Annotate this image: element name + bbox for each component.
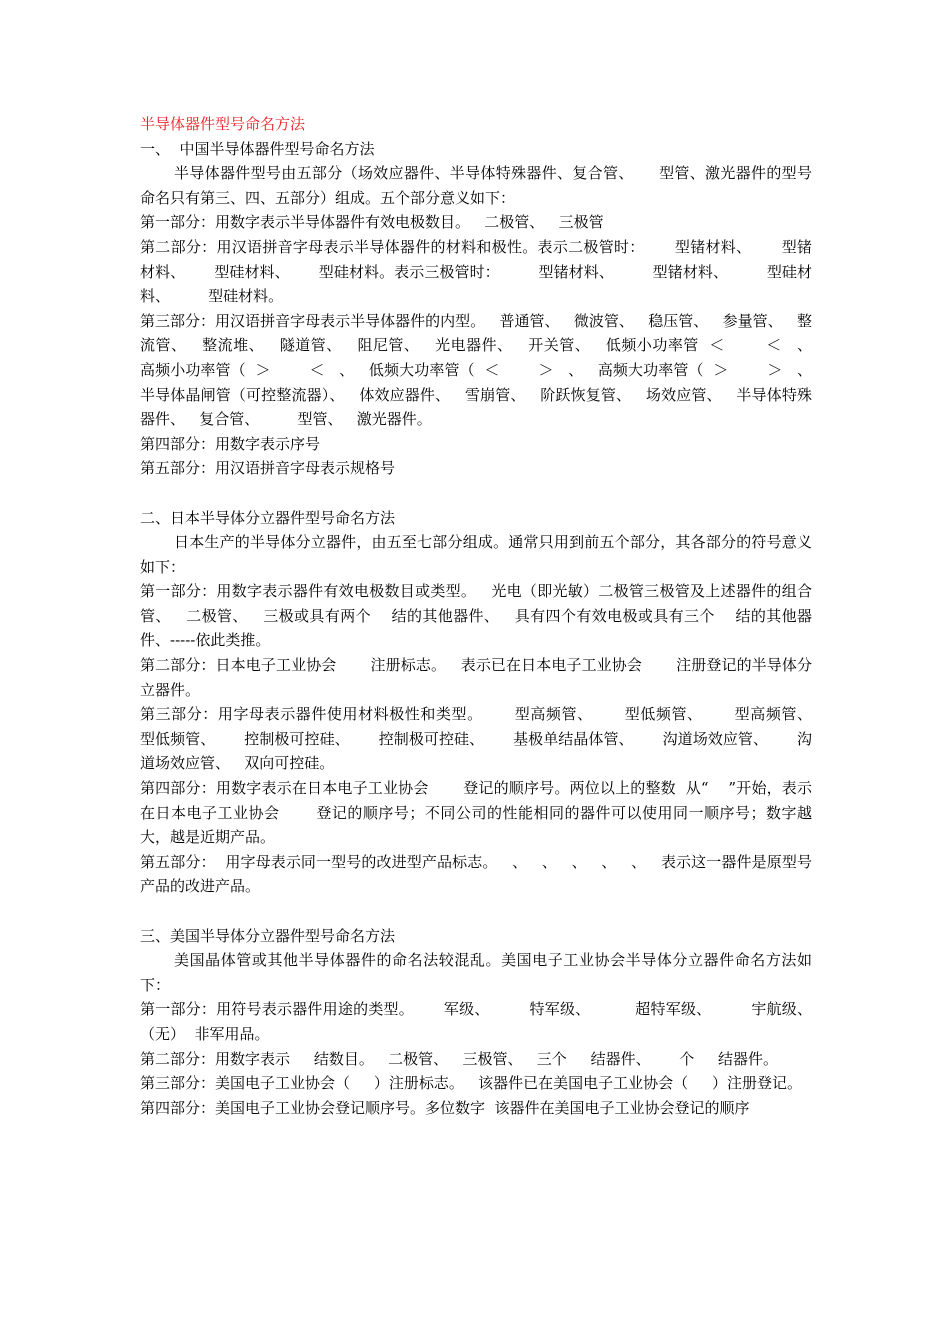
section-heading: 二、日本半导体分立器件型号命名方法 xyxy=(140,508,396,527)
paragraph: 半导体器件型号由五部分（场效应器件、半导体特殊器件、复合管、 型管、激光器件的型号命名只有第三、四、五部分）组成。五个部分意义如下： xyxy=(140,164,812,207)
blank-line xyxy=(140,481,812,506)
paragraph: 第二部分：用汉语拼音字母表示半导体器件的材料和极性。表示二极管时： 型锗材料、 型锗材料、 型硅材料、 型硅材料。表示三极管时： 型锗材料、 型锗材料、 型硅材料、 型硅材料。 xyxy=(140,237,812,306)
paragraph: 第五部分：用汉语拼音字母表示规格号 xyxy=(140,459,396,478)
paragraph: 第三部分：用字母表示器件使用材料极性和类型。 型高频管、 型低频管、 型高频管、 型低频管、 控制极可控硅、 控制极可控硅、 基极单结晶体管、 沟道场效应管、 沟道场效应管、 双向可控硅。 xyxy=(140,705,841,773)
paragraph: 第四部分：美国电子工业协会登记顺序号。多位数字 该器件在美国电子工业协会登记的顺序 xyxy=(140,1098,750,1117)
paragraph: 第四部分：用数字表示序号 xyxy=(140,434,321,453)
paragraph: 第一部分：用符号表示器件用途的类型。 军级、 特军级、 超特军级、 宇航级、（无） 非军用品。 xyxy=(140,1000,812,1043)
page-title: 半导体器件型号命名方法 xyxy=(140,115,306,133)
section-heading: 一、 中国半导体器件型号命名方法 xyxy=(140,139,375,158)
paragraph: 第五部分： 用字母表示同一型号的改进型产品标志。 、 、 、 、 、 表示这一器件是原型号产品的改进产品。 xyxy=(140,852,812,896)
document-page xyxy=(140,112,841,1120)
paragraph: 美国晶体管或其他半导体器件的命名法较混乱。美国电子工业协会半导体分立器件命名方法如下： xyxy=(140,951,812,994)
paragraph: 日本生产的半导体分立器件，由五至七部分组成。通常只用到前五个部分，其各部分的符号意义如下： xyxy=(140,533,812,576)
paragraph: 第一部分：用数字表示器件有效电极数目或类型。 光电（即光敏）二极管三极管及上述器件的组合管、 二极管、 三极或具有两个 结的其他器件、 具有四个有效电极或具有三个 结的其他器件、-----依此类推。 xyxy=(140,582,812,650)
paragraph: 第三部分：美国电子工业协会（ ）注册标志。 该器件已在美国电子工业协会（ ）注册登记。 xyxy=(140,1074,802,1093)
paragraph: 第三部分：用汉语拼音字母表示半导体器件的内型。 普通管、 微波管、 稳压管、 参量管、 整流管、 整流堆、 隧道管、 阻尼管、 光电器件、 开关管、 低频小功率管 ＜ ＜ 、 高频小功率管（ ＞ ＜ 、 低频大功率管（ ＜ ＞ 、 高频大功率管（ ＞ ＞ 、 半导体晶闸管（可控整流器）、 体效应器件、 雪崩管、 阶跃恢复管、 场效应管、 半导体特殊器件、 复合管、 型管、 激光器件。 xyxy=(140,311,827,429)
paragraph: 第二部分：日本电子工业协会 注册标志。 表示已在日本电子工业协会 注册登记的半导体分立器件。 xyxy=(140,656,812,699)
paragraph: 第一部分：用数字表示半导体器件有效电极数目。 二极管、 三极管 xyxy=(140,213,604,232)
section-heading: 三、美国半导体分立器件型号命名方法 xyxy=(140,926,396,945)
paragraph: 第二部分：用数字表示 结数目。 二极管、 三极管、 三个 结器件、 个 结器件。 xyxy=(140,1049,779,1068)
paragraph: 第四部分：用数字表示在日本电子工业协会 登记的顺序号。两位以上的整数 从“ ”开始，表示在日本电子工业协会 登记的顺序号；不同公司的性能相同的器件可以使用同一顺序号；数字越大，越是近期产品。 xyxy=(140,779,812,847)
blank-line xyxy=(140,899,812,924)
